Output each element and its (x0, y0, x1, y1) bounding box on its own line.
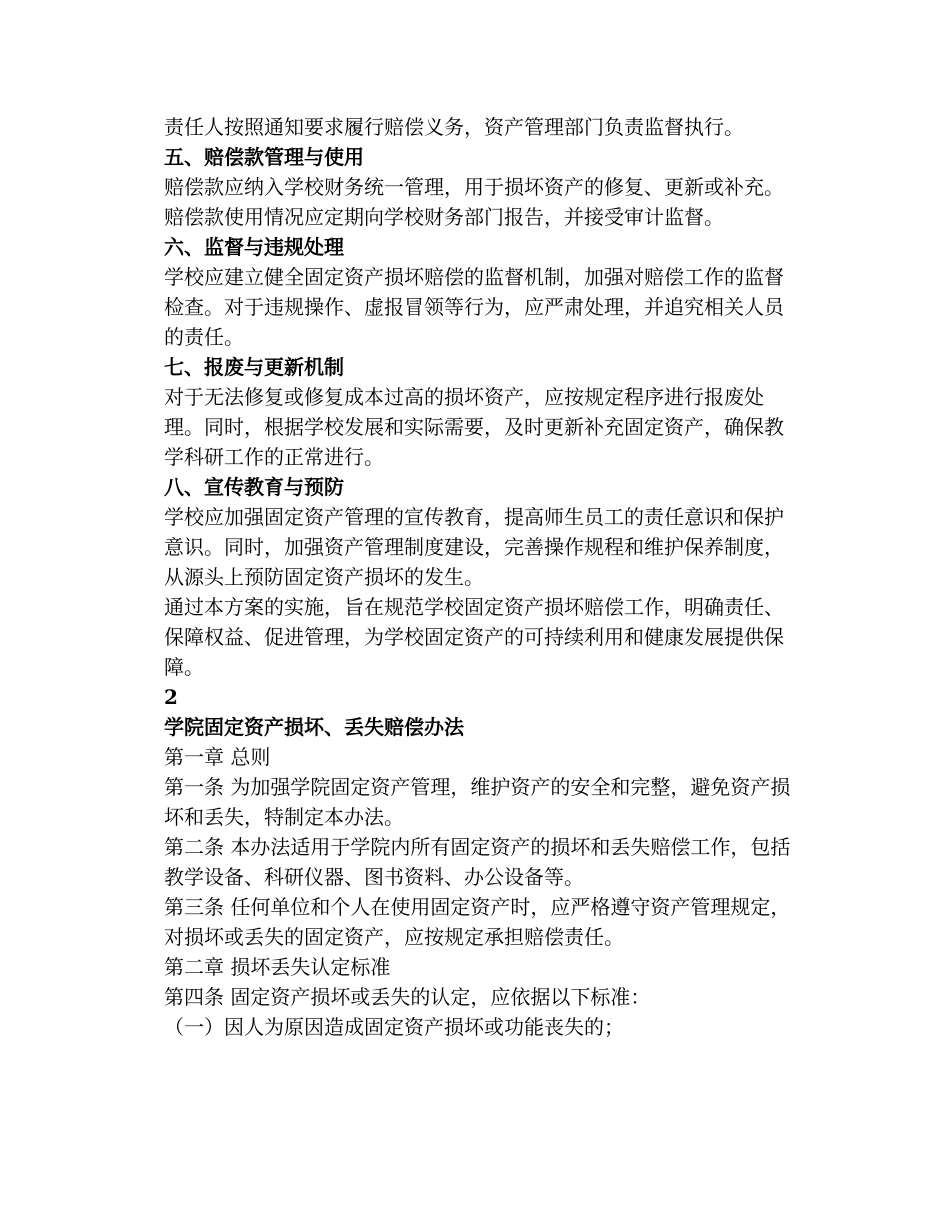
article-4: 第四条 固定资产损坏或丢失的认定，应依据以下标准： (164, 985, 651, 1009)
section-body-5: 赔偿款应纳入学校财务统一管理，用于损坏资产的修复、更新或补充。赔偿款使用情况应定期向学校财务部门报告，并接受审计监督。 (164, 175, 784, 229)
section-heading-8: 八、宣传教育与预防 (164, 475, 344, 499)
section-body-7: 对于无法修复或修复成本过高的损坏资产，应按规定程序进行报废处理。同时，根据学校发展和实际需要，及时更新补充固定资产，确保教学科研工作的正常进行。 (164, 385, 784, 469)
conclusion-paragraph: 通过本方案的实施，旨在规范学校固定资产损坏赔偿工作，明确责任、保障权益、促进管理，为学校固定资产的可持续利用和健康发展提供保障。 (164, 595, 784, 679)
chapter-1-heading: 第一章 总则 (164, 745, 271, 769)
chapter-2-heading: 第二章 损坏丢失认定标准 (164, 955, 391, 979)
section-body-8: 学校应加强固定资产管理的宣传教育，提高师生员工的责任意识和保护意识。同时，加强资产管理制度建设，完善操作规程和维护保养制度，从源头上预防固定资产损坏的发生。 (164, 505, 784, 589)
section-body-6: 学校应建立健全固定资产损坏赔偿的监督机制，加强对赔偿工作的监督检查。对于违规操作、虚报冒领等行为，应严肃处理，并追究相关人员的责任。 (164, 265, 784, 349)
section-heading-5: 五、赔偿款管理与使用 (164, 145, 364, 169)
article-4-item-1: （一）因人为原因造成固定资产损坏或功能丧失的； (164, 1015, 624, 1039)
article-1: 第一条 为加强学院固定资产管理，维护资产的安全和完整，避免资产损坏和丢失，特制定本办法。 (164, 775, 791, 829)
page-number: 2 (164, 685, 178, 709)
article-3: 第三条 任何单位和个人在使用固定资产时，应严格遵守资产管理规定，对损坏或丢失的固定资产，应按规定承担赔偿责任。 (164, 895, 791, 949)
continuation-paragraph: 责任人按照通知要求履行赔偿义务，资产管理部门负责监督执行。 (164, 115, 744, 139)
article-2: 第二条 本办法适用于学院内所有固定资产的损坏和丢失赔偿工作，包括教学设备、科研仪器、图书资料、办公设备等。 (164, 835, 791, 889)
document-title: 学院固定资产损坏、丢失赔偿办法 (164, 715, 464, 739)
document-body (164, 112, 794, 1042)
section-heading-7: 七、报废与更新机制 (164, 355, 344, 379)
section-heading-6: 六、监督与违规处理 (164, 235, 344, 259)
